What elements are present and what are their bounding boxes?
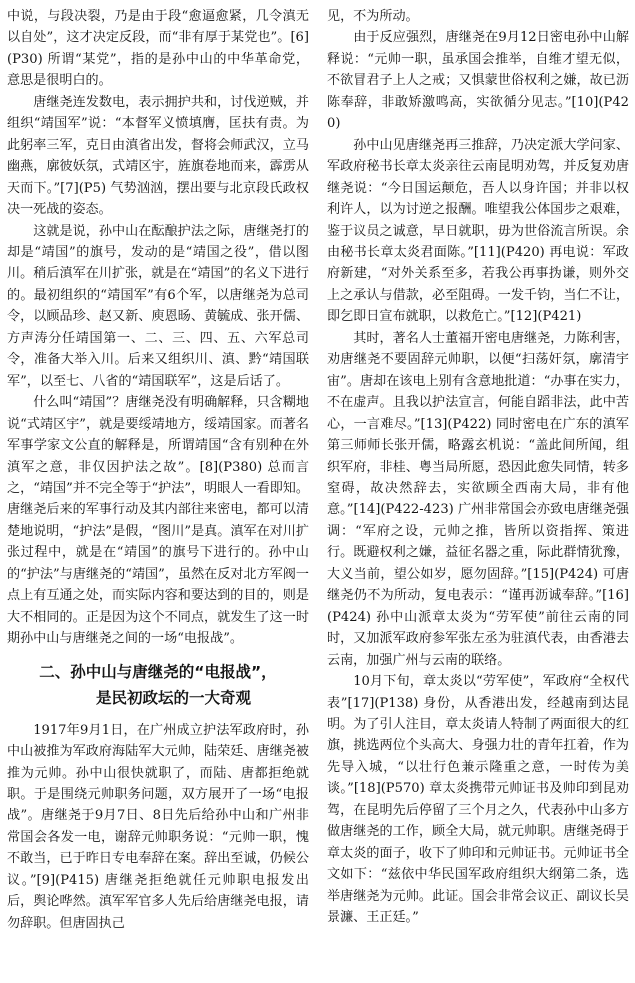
paragraph-jingguo-army: 唐继尧连发数电，表示拥护共和，讨伐逆贼，并组织“靖国军”说：“本督军义愤填膺，匡扶有责。为此躬率三军，克日由滇省出发，督将会师武汉，立马幽燕，廓彼妖氛，式靖区宇，旌旗卷地而来，霹雳从天而下。”[7](P5) 气势汹汹，摆出要与北京段氏政权决一死战的姿态。: [7, 94, 309, 218]
section-heading-line2: 是民初政坛的一大奇观: [95, 688, 251, 707]
paragraph-sun-persuades: 孙中山见唐继尧再三推辞，乃决定派大学问家、军政府秘书长章太炎亲往云南昆明劝驾，并反复劝唐继尧说：“今日国运颠危，吾人以身许国；并非以权利许人，以为讨逆之报酬。唯望我公体国步之艰难，鉴于议员之诚意，早日就职，毋为世俗流言所误。余由秘书长章太炎君面陈。”[11](P420) 再电说：军政府新建，“对外关系至多，若我公再事㧑谦，则外交上之承认与借款，必至阻碍。一发千钧，当仁不让，即乞即日宣布就职，以救危亡。”[12](P421): [327, 137, 629, 325]
section-heading-line1: 二、孙中山与唐继尧的“电报战”，: [39, 662, 277, 681]
paragraph-zhang-taiyan: 10月下旬，章太炎以“劳军使”，军政府“全权代表”[17](P138) 身份，从香港出发，经越南到达昆明。为了引人注目，章太炎请人特制了两面很大的红旗，挑选两位个头高大、身强力壮的青年扛着，作为先导入城，“以壮行色兼示隆重之意，一时传为美谈。”[18](P570) 章太炎携带元帅证书及帅印到昆劝驾，在昆明先后停留了三个月之久，代表孙中山多方做唐继尧的工作，顾全大局，就元帅职。唐继尧碍于章太炎的面子，收下了帅印和元帅证书。元帅证书全文如下：“兹依中华民国军政府组织大纲第二条，选举唐继尧为元帅。此证。国会非常会议正、副议长吴景濂、王正廷。”: [327, 674, 629, 926]
right-column: [327, 6, 629, 928]
section-heading: [7, 659, 309, 711]
paragraph-military-government: 1917年9月1日，在广州成立护法军政府时，孙中山被推为军政府海陆军大元帅，陆荣廷、唐继尧被推为元帅。孙中山很快就职了，而陆、唐都拒绝就职。于是围绕元帅职务问题，双方展开了一场“电报战”。唐继尧于9月7日、8日先后给孙中山和广州非常国会各发一电，谢辞元帅职务说：“元帅一职，愧不敢当，已于昨日专电奉辞在案。辞出至诚，仍候公议。”[9](P415) 唐继尧拒绝就任元帅职电报发出后，舆论哗然。滇军军官多人先后给唐继尧电报，请勿辞职。但唐固执己: [7, 722, 309, 931]
paragraph-continuation-right: 见，不为所动。: [327, 9, 419, 24]
paragraph-jingguo-campaign: 这就是说，孙中山在酝酿护法之际，唐继尧打的却是“靖国”的旗号，发动的是“靖国之役”，借以图川。稍后滇军在川扩张，就是在“靖国”的名义下进行的。最初组织的“靖国军”有6个军，以唐继尧为总司令，以顾品珍、赵又新、庾恩旸、黄毓成、张开儒、方声涛分任靖国第一、二、三、四、五、六军总司令，准备大举入川。后来又组织川、滇、黔“靖国联军”，以至七、八省的“靖国联军”，这是后话了。: [7, 223, 309, 389]
paragraph-telegrams: 其时，著名人士董福开密电唐继尧，力陈利害，劝唐继尧不要固辞元帅职，以便“扫荡奸氛，廓清宇宙”。唐却在该电上别有含意地批道：“办事在实力，不在虚声。且我以护法宣言，何能自蹈非法，此中苦心，一言难尽。”[13](P422) 同时密电在广东的滇军第三师师长张开儒，略露玄机说：“盖此间所闻，组织军府，非桂、粤当局所愿，恐因此愈失同情，转多窒碍，故决然辞去，实欲顾全西南大局，非有他意。”[14](P422-423) 广州非常国会亦致电唐继尧强调：“军府之设，元帅之推，皆所以资指挥、策进行。既避权利之嫌，益征名器之重，际此群情犹豫，大义当前，望公如岁，愿勿固辞。”[15](P424) 可唐继尧仍不为所动，复电表示：“谨再沥诚奉辞。”[16](P424) 孙中山派章太炎为“劳军使”前往云南的同时，又加派军政府参军张左丞为驻滇代表，由香港去云南，加强广州与云南的联络。: [327, 330, 629, 668]
paragraph-jingguo-meaning: 什么叫“靖国”？唐继尧没有明确解释，只含糊地说“式靖区宇”，就是要绥靖地方，绥靖国家。而著名军事学家文公直的解释是，所谓靖国“含有别种在外滇军之意，非仅因护法之故”。[8](P380) 总而言之，“靖国”并不完全等于“护法”，明眼人一看即知。唐继尧后来的军事行动及其内部往来密电，都可以清楚地说明，“护法”是假，“图川”是真。滇军在对川扩张过程中，就是在“靖国”的旗号下进行的。孙中山的“护法”与唐继尧的“靖国”，虽然在反对北方军阀一点上有互通之处，而实际内容和要达到的目的，则是大不相同的。正是因为这个不同点，就发生了这一时期孙中山与唐继尧之间的一场“电报战”。: [7, 395, 309, 647]
left-column: [7, 6, 309, 934]
paragraph-continuation: 中说，与段决裂，乃是由于段“愈逼愈紧，几令滇无以自处”，这才决定反段，而“非有厚于某党也”。[6](P30) 所谓“某党”，指的是孙中山的中华革命党，意思是很明白的。: [7, 9, 309, 89]
paragraph-tang-explains: 由于反应强烈，唐继尧在9月12日密电孙中山解释说：“元帅一职，虽承国会推举，自维才望无似，不欲冒君子上人之戒；又惧蒙世俗权利之嫌，故已沥陈奉辞，非敢矫激鸣高，实欲循分见志。”[10](P420): [327, 30, 629, 132]
